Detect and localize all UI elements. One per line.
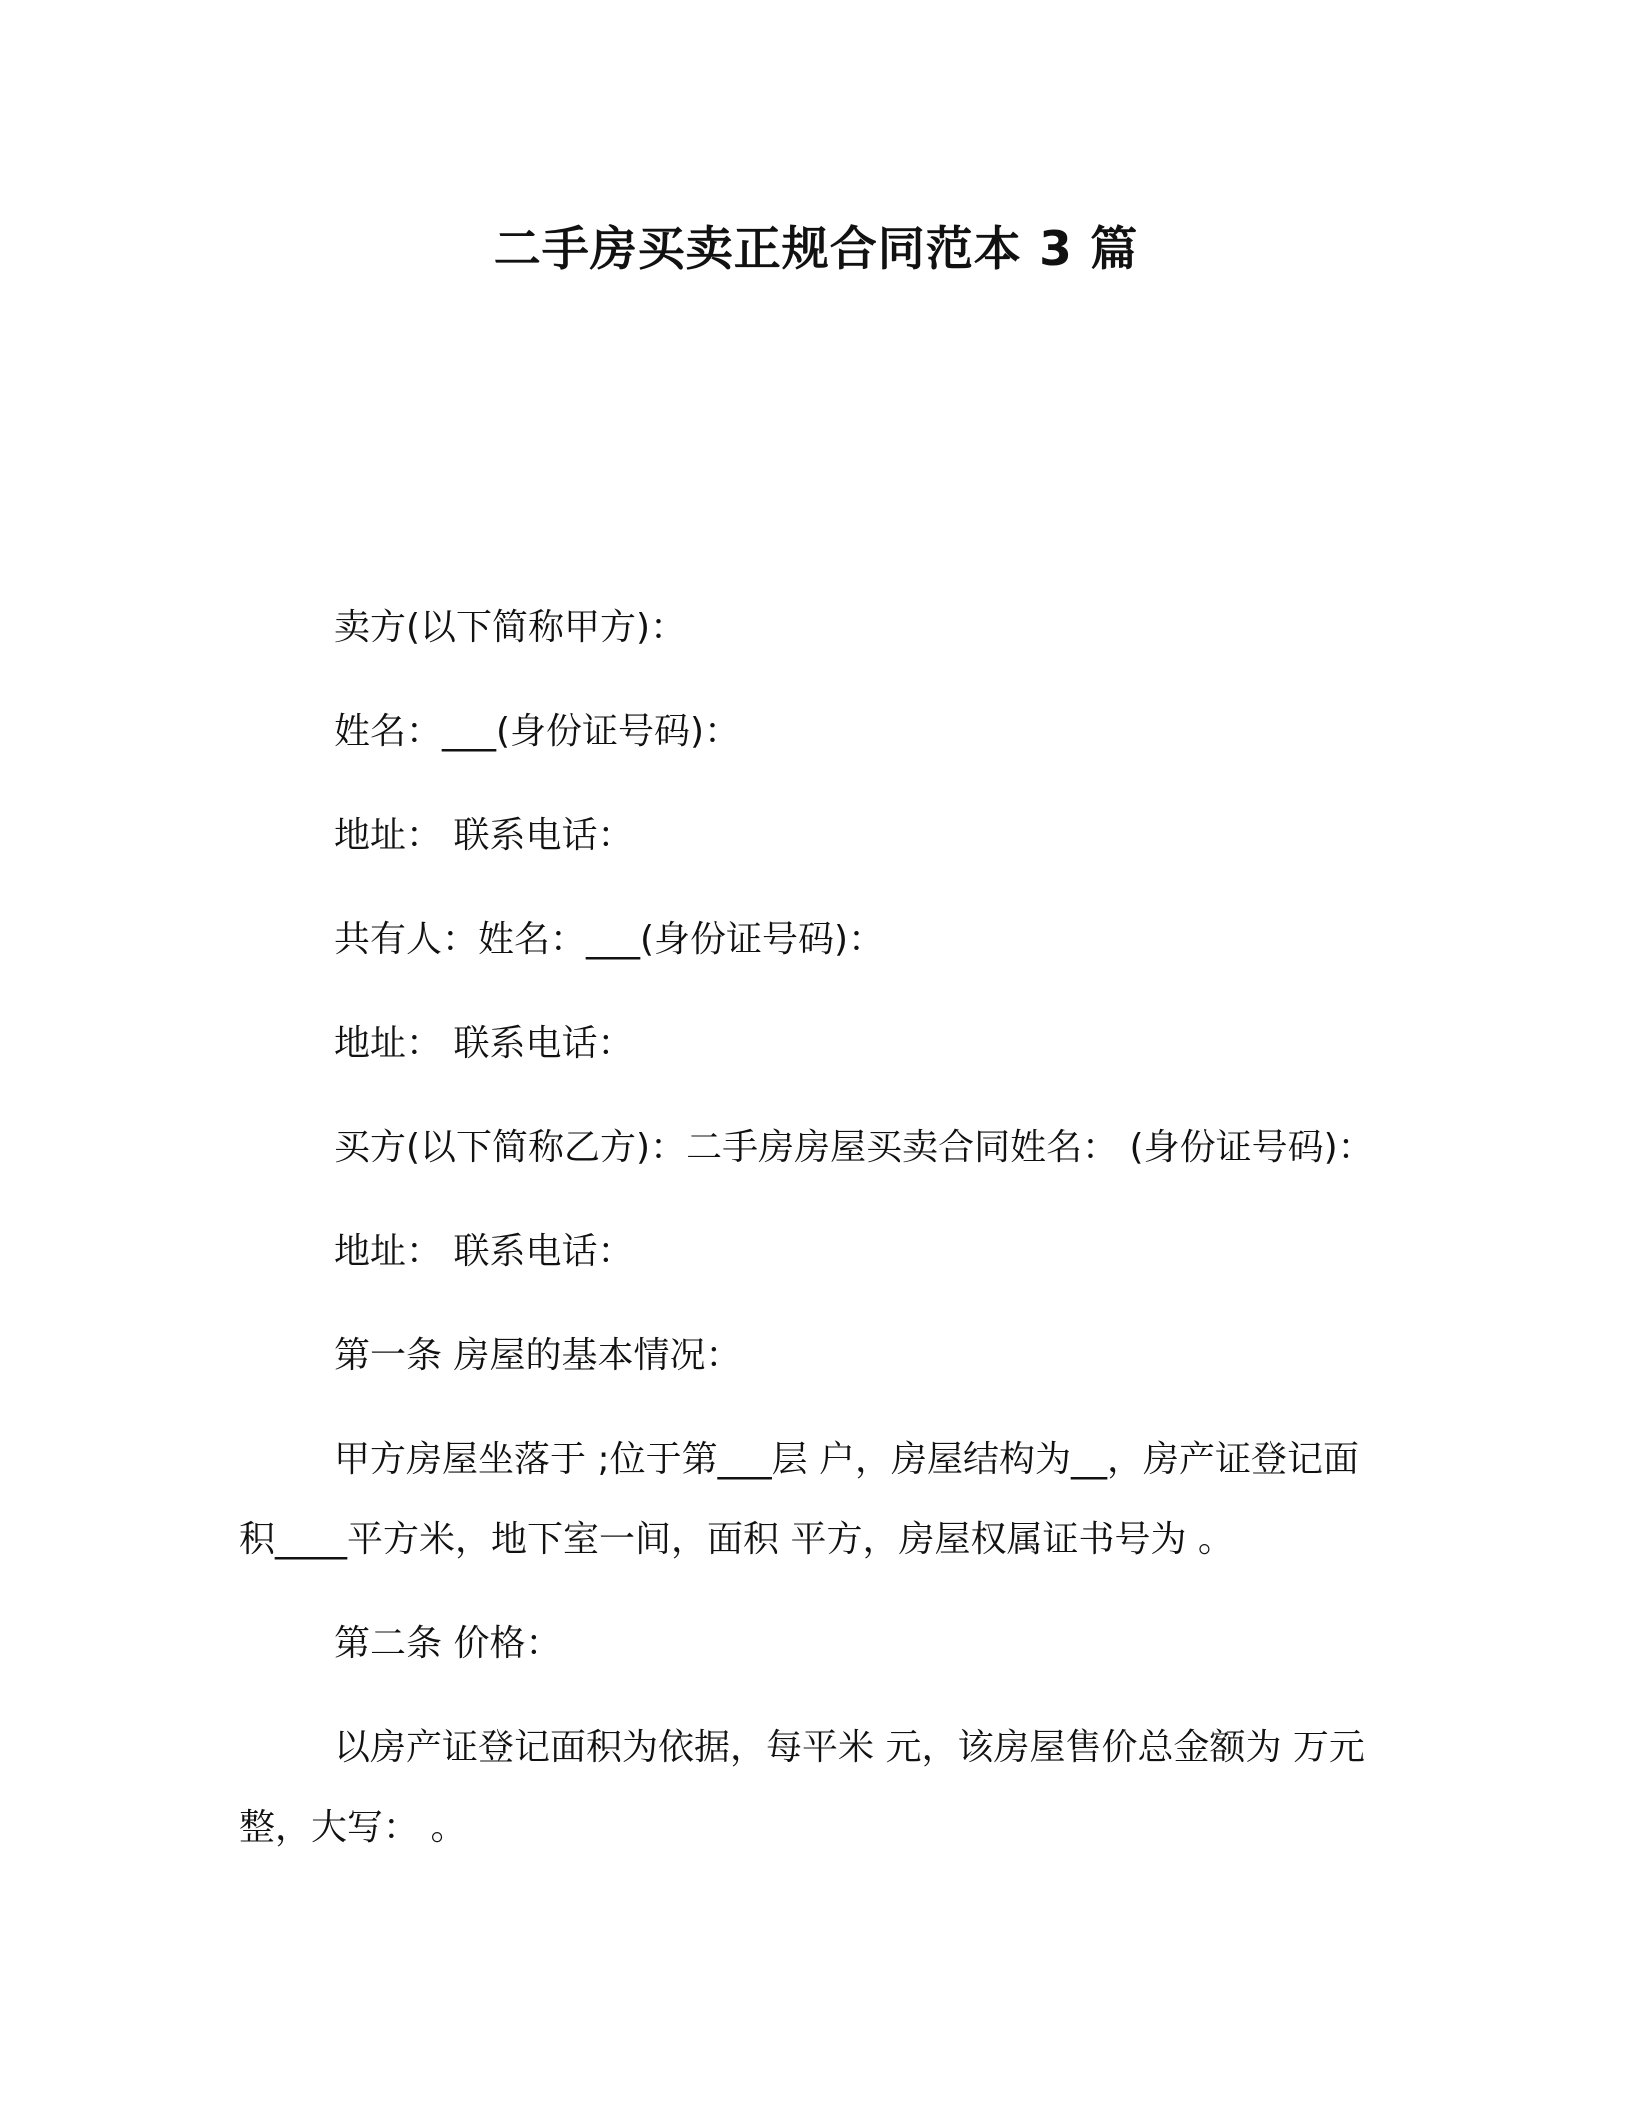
article-two-heading: 第二条 价格： <box>334 1623 562 1664</box>
article-two-text: 以房产证登记面积为依据，每平米 元，该房屋售价总金额为 万元整，大写： 。 <box>239 1727 1365 1848</box>
buyer-address-line: 地址： 联系电话： <box>334 1231 634 1272</box>
document-body <box>239 588 1374 1892</box>
seller-address-line: 地址： 联系电话： <box>334 815 634 856</box>
seller-name-line: 姓名：___(身份证号码)： <box>334 711 741 752</box>
article-one-text: 甲方房屋坐落于 ;位于第___层 户，房屋结构为__，房产证登记面积____平方米，地下室一间，面积 平方，房屋权属证书号为 。 <box>239 1439 1360 1560</box>
co-owner-name-line: 共有人：姓名：___(身份证号码)： <box>334 919 885 960</box>
co-owner-address-line: 地址： 联系电话： <box>334 1023 634 1064</box>
article-one-heading: 第一条 房屋的基本情况： <box>334 1335 742 1376</box>
document-title: 二手房买卖正规合同范本 3 篇 <box>493 222 1139 277</box>
seller-heading: 卖方(以下简称甲方)： <box>334 607 687 648</box>
buyer-heading: 买方(以下简称乙方)：二手房房屋买卖合同姓名： (身份证号码)： <box>334 1127 1374 1168</box>
